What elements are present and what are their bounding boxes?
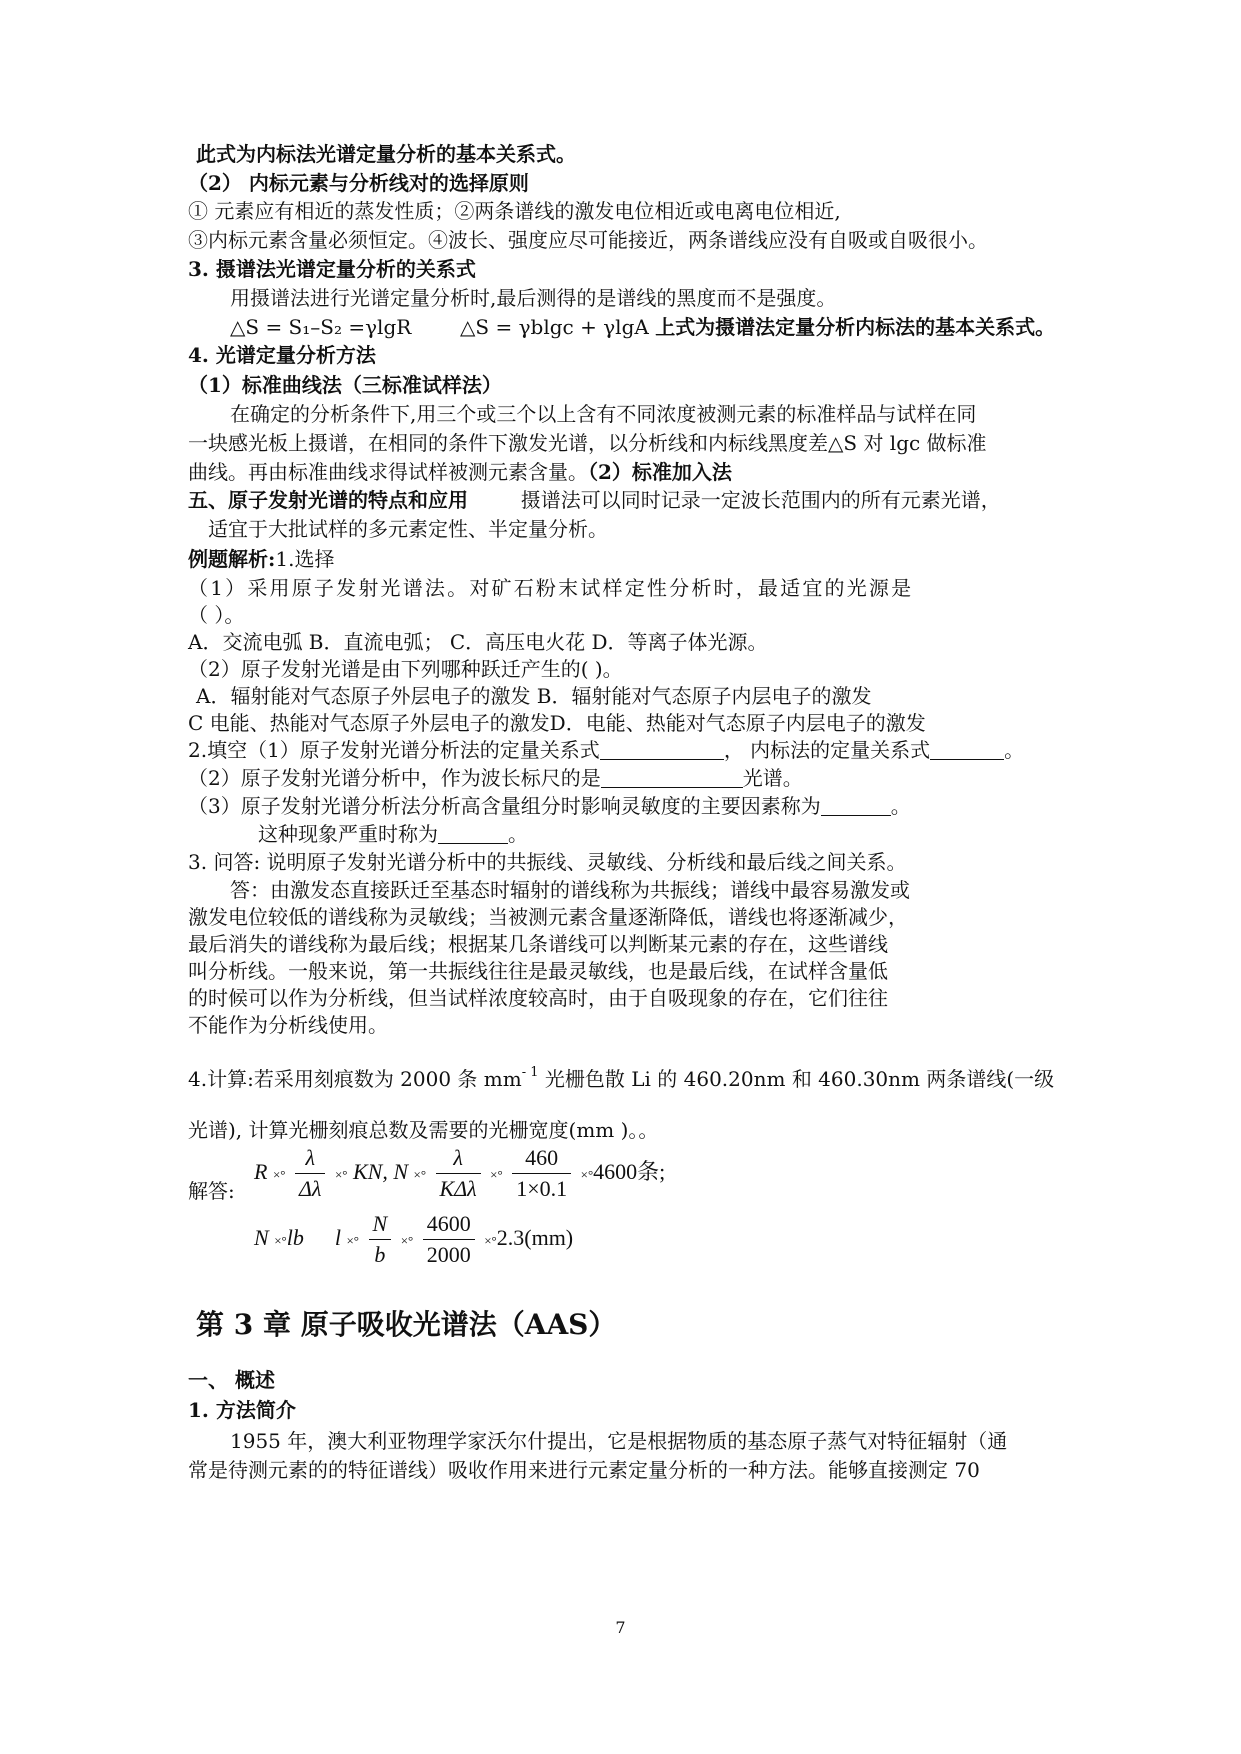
answer-text: 答：由激发态直接跃迁至基态时辐射的谱线称为共振线；谱线中最容易激发或 — [230, 878, 910, 902]
text-line: （2） 内标元素与分析线对的选择原则 — [188, 171, 529, 195]
section-heading: 五、原子发射光谱的特点和应用 — [188, 488, 468, 512]
answer-blank — [601, 767, 743, 788]
section-heading: 4. 光谱定量分析方法 — [188, 343, 376, 367]
text-line: ① 元素应有相近的蒸发性质；②两条谱线的激发电位相近或电离电位相近, — [188, 199, 841, 223]
question-options: C 电能、热能对气态原子外层电子的激发D．电能、热能对气态原子内层电子的激发 — [188, 711, 926, 735]
text-span: 。 — [890, 794, 911, 818]
section-heading: 一、 概述 — [188, 1368, 275, 1392]
formula-2: △S = γblgc + γlgA — [460, 315, 649, 339]
text-span: ， 内标法的定量关系式 — [723, 738, 931, 762]
text-span: 。 — [508, 822, 528, 846]
text-line — [188, 486, 1001, 514]
text-span: （3）原子发射光谱分析法分析高含量组分时影响灵敏度的主要因素称为 — [188, 794, 821, 818]
formula-1: △S = S₁–S₂ =γlgR — [230, 315, 412, 339]
eq-glyph: ×° — [400, 1233, 414, 1248]
text-line: 一块感光板上摄谱，在相同的条件下激发光谱，以分析线和内标线黑度差△S 对 lgc 做标准 — [188, 431, 987, 455]
text-span: 光栅色散 Li 的 460.20nm 和 460.30nm 两条谱线(一级 — [538, 1067, 1055, 1091]
subsection-heading: （1）标准曲线法（三标准试样法） — [188, 373, 502, 397]
page-number: 7 — [615, 1618, 626, 1637]
eq-glyph: ×° — [580, 1167, 594, 1182]
question-text — [188, 1065, 1054, 1097]
text-span: 4.计算:若采用刻痕数为 2000 条 mm — [188, 1067, 522, 1091]
text-line: 在确定的分析条件下,用三个或三个以上含有不同浓度被测元素的标准样品与试样在同 — [230, 402, 977, 426]
answer-text: 最后消失的谱线称为最后线；根据某几条谱线可以判断某元素的存在，这些谱线 — [188, 932, 888, 956]
question-options: A．交流电弧 B．直流电弧； C．高压电火花 D．等离子体光源。 — [188, 630, 768, 654]
text-span: 2.填空（1）原子发射光谱分析法的定量关系式 — [188, 738, 600, 762]
answer-text: 不能作为分析线使用。 — [188, 1013, 388, 1037]
question-text: （2）原子发射光谱是由下列哪种跃迁产生的( )。 — [188, 657, 623, 681]
text-line — [188, 458, 732, 486]
eq-numerator: 4600 — [423, 1209, 475, 1240]
eq-numerator: λ — [436, 1143, 481, 1174]
question-options: A．辐射能对气态原子外层电子的激发 B．辐射能对气态原子内层电子的激发 — [196, 684, 872, 708]
section-heading: 1. 方法简介 — [188, 1398, 296, 1422]
text-span: 这种现象严重时称为 — [258, 822, 438, 846]
eq-symbol: KN, N — [352, 1159, 408, 1184]
answer-blank — [821, 795, 891, 816]
eq-symbol: l — [334, 1225, 341, 1250]
text-span: 。 — [1004, 738, 1025, 762]
eq-numerator: 460 — [512, 1143, 571, 1174]
equation-2 — [254, 1200, 573, 1279]
eq-result: 4600条; — [593, 1159, 666, 1184]
eq-numerator: N — [369, 1209, 392, 1240]
eq-numerator: λ — [295, 1143, 325, 1174]
eq-glyph: ×° — [272, 1167, 286, 1182]
eq-denominator: Δλ — [298, 1176, 322, 1202]
text-line: 常是待测元素的的特征谱线）吸收作用来进行元素定量分析的一种方法。能够直接测定 70 — [188, 1458, 980, 1482]
fill-in-question — [258, 820, 528, 848]
eq-glyph: ×° — [274, 1233, 287, 1248]
question-text: 光谱), 计算光栅刻痕总数及需要的光栅宽度(mm )。。 — [188, 1118, 659, 1142]
eq-denominator: 2000 — [426, 1242, 471, 1268]
answer-text: 激发电位较低的谱线称为灵敏线；当被测元素含量逐渐降低，谱线也将逐渐减少， — [188, 905, 908, 929]
eq-denominator: KΔλ — [439, 1176, 477, 1202]
eq-glyph: ×° — [490, 1167, 503, 1182]
text-span: （2）原子发射光谱分析中，作为波长标尺的是 — [188, 766, 601, 790]
answer-label: 解答: — [188, 1179, 235, 1203]
text-line: 1955 年，澳大利亚物理学家沃尔什提出，它是根据物质的基态原子蒸气对特征辐射（通 — [230, 1429, 1008, 1453]
question-text: 3. 问答: 说明原子发射光谱分析中的共振线、灵敏线、分析线和最后线之间关系。 — [188, 850, 907, 874]
eq-symbol: lb — [286, 1225, 304, 1250]
fill-in-question — [188, 764, 803, 792]
eq-glyph: ×° — [346, 1233, 359, 1248]
eq-result: 2.3(mm) — [496, 1225, 574, 1250]
eq-symbol: N — [254, 1225, 269, 1250]
formula-note: 上式为摄谱法定量分析内标法的基本关系式。 — [655, 315, 1056, 339]
eq-glyph: ×° — [334, 1167, 348, 1182]
superscript: - 1 — [521, 1065, 539, 1080]
text-span: 摄谱法可以同时记录一定波长范围内的所有元素光谱， — [520, 488, 1001, 512]
eq-denominator: 1×0.1 — [516, 1176, 568, 1202]
section-heading: 3. 摄谱法光谱定量分析的关系式 — [188, 257, 476, 281]
text-span: 1.选择 — [275, 547, 335, 571]
answer-blank — [438, 823, 508, 844]
eq-symbol: R — [254, 1159, 268, 1184]
text-line — [188, 545, 334, 573]
eq-glyph: ×° — [413, 1167, 427, 1182]
answer-text: 叫分析线。一般来说，第一共振线往往是最灵敏线，也是最后线，在试样含量低 — [188, 959, 888, 983]
text-span: 曲线。再由标准曲线求得试样被测元素含量。 — [188, 460, 588, 484]
question-text: （ ）。 — [188, 603, 245, 627]
chapter-title: 第 3 章 原子吸收光谱法（AAS） — [196, 1308, 617, 1341]
answer-blank — [930, 739, 1004, 760]
fill-in-question — [188, 792, 911, 820]
formula-line — [230, 313, 1055, 341]
subsection-heading: （2）标准加入法 — [588, 460, 732, 484]
text-line: ③内标元素含量必须恒定。④波长、强度应尽可能接近，两条谱线应没有自吸或自吸很小。 — [188, 228, 988, 252]
answer-text: 的时候可以作为分析线，但当试样浓度较高时，由于自吸现象的存在，它们往往 — [188, 986, 888, 1010]
eq-denominator: b — [374, 1242, 386, 1268]
text-line: 用摄谱法进行光谱定量分析时,最后测得的是谱线的黑度而不是强度。 — [230, 286, 837, 310]
answer-blank — [600, 739, 724, 760]
text-line: 此式为内标法光谱定量分析的基本关系式。 — [196, 142, 576, 166]
fill-in-question — [188, 736, 1024, 764]
text-span: 光谱。 — [742, 766, 803, 790]
question-text: （1）采用原子发射光谱法。对矿石粉末试样定性分析时，最适宜的光源是 — [188, 576, 914, 600]
section-heading: 例题解析: — [188, 547, 276, 571]
eq-glyph: ×° — [484, 1233, 497, 1248]
text-line: 适宜于大批试样的多元素定性、半定量分析。 — [208, 517, 608, 541]
